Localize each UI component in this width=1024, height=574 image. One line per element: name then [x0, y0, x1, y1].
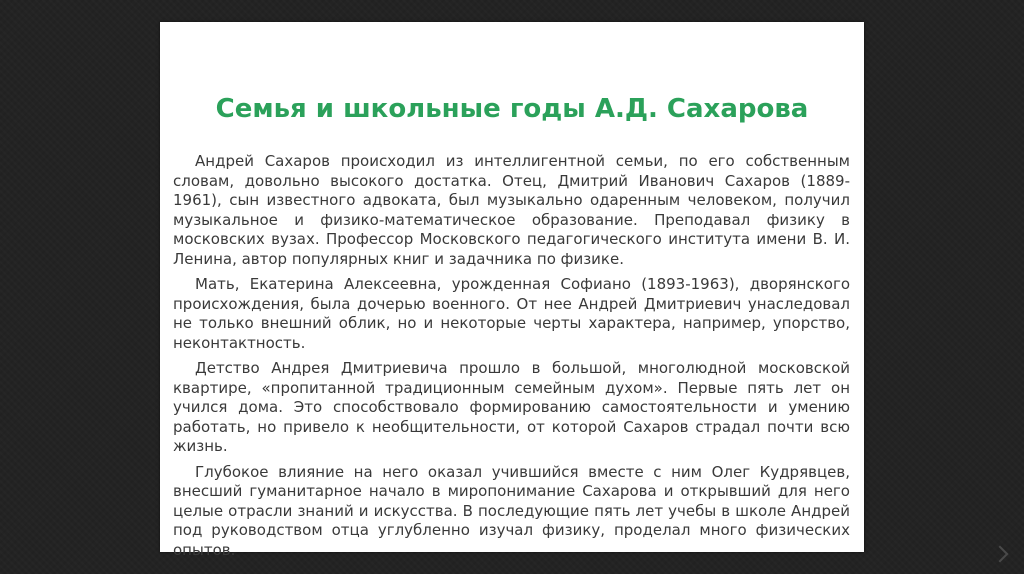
- chevron-down-icon: [992, 546, 1009, 563]
- paragraph-mother: Мать, Екатерина Алексеевна, урожденная Софиано (1893-1963), дворянского происхождения, была дочерью военного. От нее Андрей Дмитриевич унаследовал не только внешний облик, но и некоторые черты характера, например, упорство, неконтактность.: [173, 275, 850, 352]
- slide-title: Семья и школьные годы А.Д. Сахарова: [215, 94, 809, 124]
- slide-card: [160, 22, 864, 559]
- paragraph-childhood: Детство Андрея Дмитриевича прошло в большой, многолюдной московской квартире, «пропитанной традиционным семейным духом». Первые пять лет он учился дома. Это способствовало формированию самостоятельности и умению работать, но привело к необщительности, от которой Сахаров страдал почти всю жизнь.: [173, 359, 850, 455]
- paragraph-school: Глубокое влияние на него оказал учившийся вместе с ним Олег Кудрявцев, внесший гуманитарное начало в миропонимание Сахарова и открывший для него целые отрасли знаний и искусства. В последующие пять лет учебы в школе Андрей под руководством отца углубленно изучал физику, проделал много физических опытов.: [173, 462, 850, 559]
- paragraph-father: Андрей Сахаров происходил из интеллигентной семьи, по его собственным словам, довольно высокого достатка. Отец, Дмитрий Иванович Сахаров (1889-1961), сын известного адвоката, был музыкально одаренным человеком, получил музыкальное и физико-математическое образование. Преподавал физику в московских вузах. Профессор Московского педагогического института имени В. И. Ленина, автор популярных книг и задачника по физике.: [173, 152, 850, 268]
- slide-body: [173, 152, 850, 566]
